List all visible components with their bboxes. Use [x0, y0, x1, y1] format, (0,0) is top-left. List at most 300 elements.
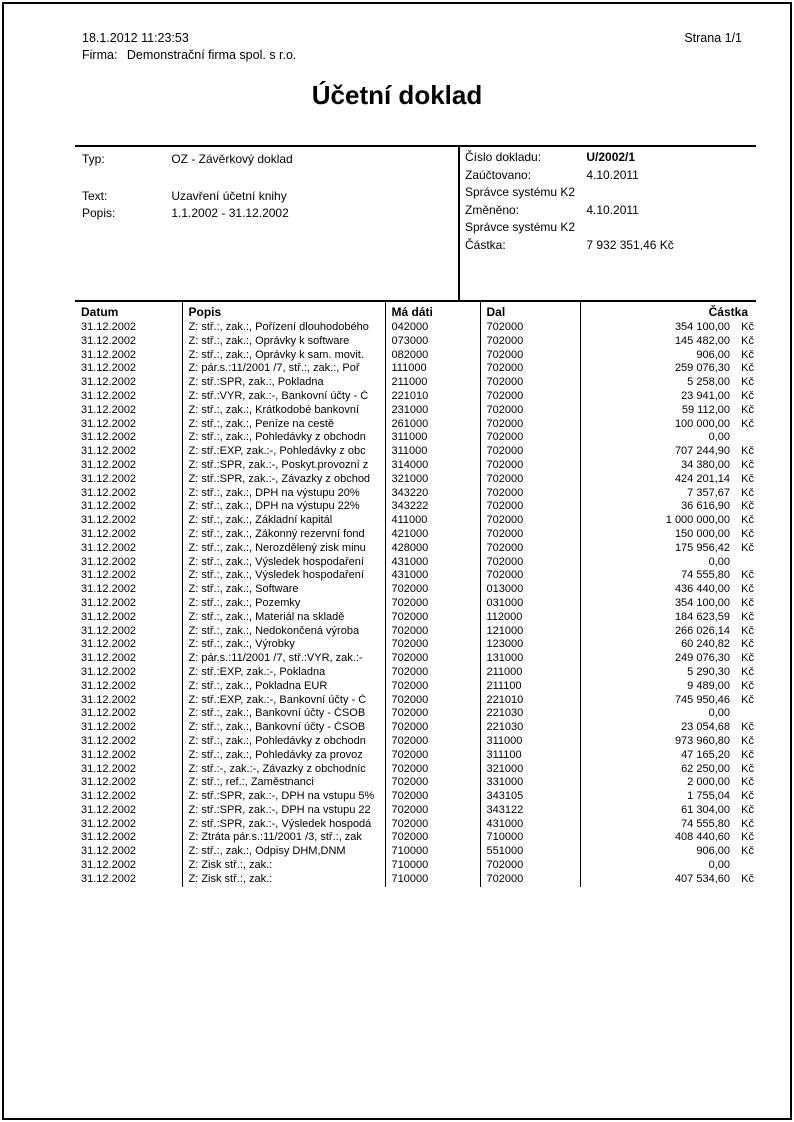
currency-suffix: Kč — [741, 376, 754, 389]
doc-type-label: Typ: — [82, 152, 105, 166]
cell-madati: 211000 — [385, 376, 480, 390]
col-header-castka: Částka — [580, 301, 756, 321]
table-row — [75, 666, 756, 680]
cell-madati: 428000 — [385, 542, 480, 556]
amount-number: 745 950,46 — [674, 693, 730, 706]
amount-number: 2 000,00 — [687, 776, 730, 789]
cell-datum: 31.12.2002 — [81, 693, 137, 706]
doc-popis-row — [82, 206, 289, 220]
amount-wrap — [587, 680, 755, 694]
cell-datum: 31.12.2002 — [81, 555, 137, 568]
cell-popis: Z: Zisk stř.:, zak.: — [182, 873, 385, 887]
cell-dal: 551000 — [480, 845, 580, 859]
cell-dal: 702000 — [480, 335, 580, 349]
cell-castka — [580, 763, 756, 777]
amount-wrap — [587, 418, 755, 432]
firm-row — [82, 48, 296, 62]
amount-number: 47 165,20 — [681, 748, 730, 761]
cell-dal: 702000 — [480, 514, 580, 528]
amount-wrap — [587, 749, 755, 763]
cell-dal: 221010 — [480, 694, 580, 708]
currency-suffix: Kč — [741, 362, 754, 375]
col-header-dal: Dal — [480, 301, 580, 321]
amount-number: 62 250,00 — [681, 762, 730, 775]
doc-number-row — [465, 150, 635, 164]
cell-datum: 31.12.2002 — [81, 527, 137, 540]
cell-dal: 121000 — [480, 625, 580, 639]
cell-popis: Z: stř.:EXP, zak.:-, Pohledávky z obc — [182, 445, 385, 459]
currency-suffix: Kč — [741, 638, 754, 651]
currency-suffix: Kč — [741, 721, 754, 734]
table-row — [75, 597, 756, 611]
amount-wrap — [587, 542, 755, 556]
amount-wrap — [587, 625, 755, 639]
amount-number: 354 100,00 — [674, 321, 730, 333]
cell-popis: Z: stř.:, zak.:, Materiál na skladě — [182, 611, 385, 625]
table-row — [75, 707, 756, 721]
currency-suffix — [730, 431, 754, 445]
firm-label: Firma: — [82, 48, 118, 62]
amount-wrap — [587, 804, 755, 818]
cell-popis: Z: stř.:, zak.:, Pohledávky z obchodn — [182, 735, 385, 749]
amount-number: 100 000,00 — [674, 417, 730, 430]
cell-castka — [580, 528, 756, 542]
amount-number: 60 240,82 — [681, 638, 730, 651]
amount-wrap — [587, 831, 755, 845]
amount-number: 249 076,30 — [674, 652, 730, 665]
amount-number: 36 616,90 — [681, 500, 730, 513]
cell-castka — [580, 514, 756, 528]
table-row — [75, 735, 756, 749]
cell-dal: 702000 — [480, 473, 580, 487]
cell-madati: 073000 — [385, 335, 480, 349]
amount-wrap — [587, 445, 755, 459]
cell-popis: Z: stř.:, zak.:, Výsledek hospodaření — [182, 556, 385, 570]
cell-dal: 702000 — [480, 362, 580, 376]
amount-wrap — [587, 859, 755, 873]
cell-datum: 31.12.2002 — [81, 803, 137, 816]
table-row — [75, 804, 756, 818]
table-row — [75, 873, 756, 887]
amount-wrap — [587, 638, 755, 652]
amount-number: 1 000 000,00 — [665, 514, 730, 527]
amount-wrap — [587, 873, 755, 887]
cell-popis: Z: stř.:SPR, zak.:, Pokladna — [182, 376, 385, 390]
cell-castka — [580, 804, 756, 818]
cell-castka — [580, 321, 756, 335]
amount-wrap — [587, 459, 755, 473]
cell-dal: 031000 — [480, 597, 580, 611]
amount-wrap — [587, 569, 755, 583]
currency-suffix: Kč — [741, 417, 754, 430]
cell-datum: 31.12.2002 — [81, 376, 137, 389]
currency-suffix: Kč — [741, 583, 754, 596]
amount-wrap — [587, 514, 755, 528]
cell-castka — [580, 707, 756, 721]
cell-datum: 31.12.2002 — [81, 748, 137, 761]
amount-wrap — [587, 390, 755, 404]
amount-wrap — [587, 597, 755, 611]
amount-number: 150 000,00 — [674, 527, 730, 540]
amount-wrap — [587, 500, 755, 514]
cell-datum: 31.12.2002 — [81, 431, 137, 444]
table-row — [75, 500, 756, 514]
table-header — [75, 301, 756, 321]
cell-castka — [580, 625, 756, 639]
amount-number: 973 960,80 — [674, 734, 730, 747]
cell-popis: Z: stř.:SPR, zak.:-, Poskyt.provozní z — [182, 459, 385, 473]
cell-popis: Z: stř.:, ref.:, Zaměstnanci — [182, 776, 385, 790]
currency-suffix: Kč — [741, 541, 754, 554]
cell-madati: 343222 — [385, 500, 480, 514]
table-row — [75, 321, 756, 335]
currency-suffix: Kč — [741, 734, 754, 747]
info-top-rule — [75, 145, 756, 147]
table-row — [75, 445, 756, 459]
cell-popis: Z: stř.:, zak.:, Nedokončená výroba — [182, 625, 385, 639]
cell-dal: 702000 — [480, 321, 580, 335]
table-row — [75, 528, 756, 542]
table-row — [75, 583, 756, 597]
cell-datum: 31.12.2002 — [81, 458, 137, 471]
amount-number: 74 555,80 — [681, 817, 730, 830]
cell-dal: 221030 — [480, 707, 580, 721]
cell-castka — [580, 873, 756, 887]
cell-castka — [580, 349, 756, 363]
cell-datum: 31.12.2002 — [81, 610, 137, 623]
cell-madati: 702000 — [385, 694, 480, 708]
cell-dal: 321000 — [480, 763, 580, 777]
cell-castka — [580, 542, 756, 556]
cell-datum: 31.12.2002 — [81, 514, 137, 527]
currency-suffix: Kč — [741, 458, 754, 471]
amount-wrap — [587, 349, 755, 363]
cell-castka — [580, 638, 756, 652]
table-row — [75, 362, 756, 376]
currency-suffix: Kč — [741, 334, 754, 347]
cell-dal: 311100 — [480, 749, 580, 763]
cell-madati: 702000 — [385, 831, 480, 845]
cell-popis: Z: stř.:SPR, zak.:-, Závazky z obchod — [182, 473, 385, 487]
cell-madati: 311000 — [385, 431, 480, 445]
amount-wrap — [587, 321, 755, 335]
cell-madati: 231000 — [385, 404, 480, 418]
cell-dal: 702000 — [480, 376, 580, 390]
amount-wrap — [587, 707, 755, 721]
currency-suffix — [730, 556, 754, 570]
page-number: Strana 1/1 — [684, 31, 742, 45]
cell-dal: 702000 — [480, 569, 580, 583]
cell-dal: 702000 — [480, 445, 580, 459]
changed-row — [465, 203, 639, 217]
amount-wrap — [587, 583, 755, 597]
table-row — [75, 542, 756, 556]
amount-number: 906,00 — [696, 348, 730, 361]
cell-datum: 31.12.2002 — [81, 776, 137, 789]
table-body — [75, 321, 756, 887]
cell-popis: Z: stř.:, zak.:, Software — [182, 583, 385, 597]
cell-castka — [580, 335, 756, 349]
cell-madati: 702000 — [385, 652, 480, 666]
cell-datum: 31.12.2002 — [81, 541, 137, 554]
cell-madati: 702000 — [385, 611, 480, 625]
amount-number: 407 534,60 — [674, 872, 730, 885]
amount-wrap — [587, 790, 755, 804]
amount-wrap — [587, 666, 755, 680]
cell-madati: 314000 — [385, 459, 480, 473]
cell-madati: 431000 — [385, 556, 480, 570]
amount-number: 184 623,59 — [674, 610, 730, 623]
cell-popis: Z: stř.:EXP, zak.:-, Pokladna — [182, 666, 385, 680]
cell-dal: 702000 — [480, 500, 580, 514]
cell-madati: 702000 — [385, 735, 480, 749]
cell-madati: 411000 — [385, 514, 480, 528]
cell-datum: 31.12.2002 — [81, 569, 137, 582]
table-row — [75, 638, 756, 652]
cell-popis: Z: stř.:, zak.:, Peníze na cestě — [182, 418, 385, 432]
cell-dal: 013000 — [480, 583, 580, 597]
cell-dal: 702000 — [480, 349, 580, 363]
cell-dal: 702000 — [480, 404, 580, 418]
cell-castka — [580, 859, 756, 873]
table-row — [75, 776, 756, 790]
cell-dal: 702000 — [480, 528, 580, 542]
amount-wrap — [587, 721, 755, 735]
currency-suffix: Kč — [741, 624, 754, 637]
currency-suffix: Kč — [741, 389, 754, 402]
col-header-datum: Datum — [81, 304, 119, 319]
cell-madati: 710000 — [385, 859, 480, 873]
cell-datum: 31.12.2002 — [81, 872, 137, 885]
doc-type-row — [82, 152, 293, 166]
amount-number: 354 100,00 — [674, 596, 730, 609]
cell-popis: Z: stř.:EXP, zak.:-, Bankovní účty - Č — [182, 694, 385, 708]
currency-suffix: Kč — [741, 693, 754, 706]
entries-table — [75, 300, 756, 887]
cell-castka — [580, 445, 756, 459]
amount-wrap — [587, 431, 755, 445]
cell-datum: 31.12.2002 — [81, 721, 137, 734]
cell-datum: 31.12.2002 — [81, 362, 137, 375]
cell-madati: 421000 — [385, 528, 480, 542]
cell-popis: Z: stř.:, zak.:, Pořízení dlouhodobého — [182, 321, 385, 335]
cell-castka — [580, 735, 756, 749]
amount-row — [465, 238, 674, 252]
amount-wrap — [587, 362, 755, 376]
amount-value: 7 932 351,46 Kč — [586, 238, 674, 252]
amount-number: 23 054,68 — [681, 721, 730, 734]
amount-wrap — [587, 335, 755, 349]
currency-suffix: Kč — [741, 817, 754, 830]
changed-user: Správce systému K2 — [465, 220, 576, 234]
cell-datum: 31.12.2002 — [81, 859, 137, 872]
currency-suffix: Kč — [741, 762, 754, 775]
cell-madati: 702000 — [385, 666, 480, 680]
table-row — [75, 349, 756, 363]
cell-datum: 31.12.2002 — [81, 831, 137, 844]
cell-castka — [580, 845, 756, 859]
cell-madati: 702000 — [385, 721, 480, 735]
table-row — [75, 818, 756, 832]
currency-suffix: Kč — [741, 445, 754, 458]
cell-madati: 221010 — [385, 390, 480, 404]
amount-number: 145 482,00 — [674, 334, 730, 347]
currency-suffix: Kč — [741, 665, 754, 678]
cell-dal: 702000 — [480, 418, 580, 432]
cell-dal: 702000 — [480, 459, 580, 473]
cell-datum: 31.12.2002 — [81, 734, 137, 747]
cell-castka — [580, 569, 756, 583]
cell-castka — [580, 362, 756, 376]
cell-madati: 702000 — [385, 818, 480, 832]
currency-suffix: Kč — [741, 569, 754, 582]
amount-number: 436 440,00 — [674, 583, 730, 596]
table-row — [75, 569, 756, 583]
currency-suffix: Kč — [741, 596, 754, 609]
cell-castka — [580, 459, 756, 473]
cell-popis: Z: stř.:, zak.:, Nerozdělený zisk minu — [182, 542, 385, 556]
cell-madati: 702000 — [385, 776, 480, 790]
table-row — [75, 459, 756, 473]
currency-suffix: Kč — [741, 845, 754, 858]
amount-number: 0,00 — [708, 707, 730, 720]
cell-popis: Z: stř.:, zak.:, Oprávky k sam. movit. — [182, 349, 385, 363]
cell-castka — [580, 818, 756, 832]
cell-popis: Z: pár.s.:11/2001 /7, stř.:, zak.:, Poř — [182, 362, 385, 376]
currency-suffix: Kč — [741, 610, 754, 623]
doc-popis-value: 1.1.2002 - 31.12.2002 — [171, 206, 289, 220]
cell-datum: 31.12.2002 — [81, 403, 137, 416]
cell-madati: 702000 — [385, 638, 480, 652]
cell-datum: 31.12.2002 — [81, 583, 137, 596]
cell-castka — [580, 776, 756, 790]
table-row — [75, 514, 756, 528]
cell-castka — [580, 611, 756, 625]
amount-wrap — [587, 376, 755, 390]
table-row — [75, 431, 756, 445]
amount-number: 5 258,00 — [687, 376, 730, 389]
amount-number: 0,00 — [708, 859, 730, 872]
amount-wrap — [587, 776, 755, 790]
currency-suffix: Kč — [741, 486, 754, 499]
cell-castka — [580, 390, 756, 404]
amount-number: 1 755,04 — [687, 790, 730, 803]
cell-madati: 702000 — [385, 680, 480, 694]
table-row — [75, 831, 756, 845]
cell-dal: 702000 — [480, 859, 580, 873]
cell-castka — [580, 583, 756, 597]
cell-datum: 31.12.2002 — [81, 638, 137, 651]
table-row — [75, 749, 756, 763]
cell-popis: Z: stř.:SPR, zak.:-, DPH na vstupu 5% — [182, 790, 385, 804]
cell-castka — [580, 418, 756, 432]
cell-datum: 31.12.2002 — [81, 679, 137, 692]
cell-dal: 311000 — [480, 735, 580, 749]
cell-datum: 31.12.2002 — [81, 334, 137, 347]
currency-suffix: Kč — [741, 500, 754, 513]
amount-number: 7 357,67 — [687, 486, 730, 499]
currency-suffix — [730, 707, 754, 721]
cell-castka — [580, 721, 756, 735]
currency-suffix: Kč — [741, 776, 754, 789]
cell-madati: 261000 — [385, 418, 480, 432]
cell-popis: Z: stř.:, zak.:, Výsledek hospodaření — [182, 569, 385, 583]
amount-number: 34 380,00 — [681, 458, 730, 471]
currency-suffix: Kč — [741, 831, 754, 844]
cell-dal: 702000 — [480, 542, 580, 556]
amount-number: 5 290,30 — [687, 665, 730, 678]
doc-popis-label: Popis: — [82, 206, 116, 220]
cell-popis: Z: stř.:VYR, zak.:-, Bankovní účty - Č — [182, 390, 385, 404]
cell-castka — [580, 694, 756, 708]
cell-madati: 343220 — [385, 487, 480, 501]
cell-madati: 702000 — [385, 763, 480, 777]
amount-number: 424 201,14 — [674, 472, 730, 485]
cell-popis: Z: stř.:, zak.:, Zákonný rezervní fond — [182, 528, 385, 542]
cell-popis: Z: stř.:, zak.:, Základní kapitál — [182, 514, 385, 528]
currency-suffix: Kč — [741, 652, 754, 665]
doc-text-label: Text: — [82, 189, 108, 203]
cell-popis: Z: stř.:, zak.:, Pohledávky z obchodn — [182, 431, 385, 445]
cell-datum: 31.12.2002 — [81, 707, 137, 720]
cell-popis: Z: stř.:, zak.:, Pozemky — [182, 597, 385, 611]
cell-dal: 702000 — [480, 431, 580, 445]
doc-text-row — [82, 189, 287, 203]
cell-datum: 31.12.2002 — [81, 652, 137, 665]
cell-datum: 31.12.2002 — [81, 624, 137, 637]
currency-suffix: Kč — [741, 790, 754, 803]
cell-madati: 702000 — [385, 749, 480, 763]
amount-wrap — [587, 473, 755, 487]
amount-number: 707 244,90 — [674, 445, 730, 458]
cell-datum: 31.12.2002 — [81, 348, 137, 361]
cell-popis: Z: stř.:, zak.:, Výrobky — [182, 638, 385, 652]
cell-datum: 31.12.2002 — [81, 790, 137, 803]
cell-madati: 311000 — [385, 445, 480, 459]
cell-madati: 702000 — [385, 583, 480, 597]
amount-number: 59 112,00 — [681, 403, 730, 416]
cell-madati: 431000 — [385, 569, 480, 583]
cell-popis: Z: stř.:, zak.:, DPH na výstupu 20% — [182, 487, 385, 501]
table-row — [75, 694, 756, 708]
currency-suffix: Kč — [741, 321, 754, 333]
cell-madati: 702000 — [385, 625, 480, 639]
currency-suffix — [730, 859, 754, 873]
table-row — [75, 418, 756, 432]
amount-wrap — [587, 528, 755, 542]
table-row — [75, 556, 756, 570]
cell-popis: Z: stř.:, zak.:, Odpisy DHM,DNM — [182, 845, 385, 859]
cell-dal: 123000 — [480, 638, 580, 652]
cell-datum: 31.12.2002 — [81, 762, 137, 775]
col-header-popis: Popis — [182, 301, 385, 321]
amount-number: 266 026,14 — [674, 624, 730, 637]
cell-castka — [580, 500, 756, 514]
amount-wrap — [587, 845, 755, 859]
currency-suffix: Kč — [741, 527, 754, 540]
amount-wrap — [587, 694, 755, 708]
doc-text-value: Uzavření účetní knihy — [171, 189, 287, 203]
cell-popis: Z: stř.:, zak.:, Bankovní účty - ČSOB — [182, 707, 385, 721]
amount-wrap — [587, 611, 755, 625]
cell-castka — [580, 487, 756, 501]
printed-timestamp: 18.1.2012 11:23:53 — [82, 31, 189, 45]
changed-label: Změněno: — [465, 203, 520, 217]
cell-castka — [580, 652, 756, 666]
cell-datum: 31.12.2002 — [81, 472, 137, 485]
cell-dal: 710000 — [480, 831, 580, 845]
cell-madati: 710000 — [385, 873, 480, 887]
